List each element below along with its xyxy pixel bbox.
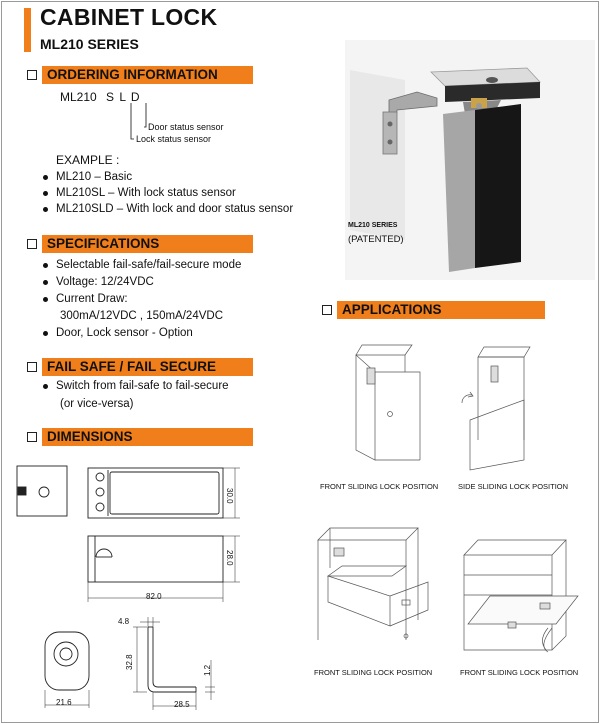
- section-title: SPECIFICATIONS: [42, 235, 253, 253]
- section-title: ORDERING INFORMATION: [42, 66, 253, 84]
- dim-28: 28.0: [225, 550, 234, 566]
- dim-21-6: 21.6: [56, 698, 72, 707]
- option-letters: S L D: [106, 90, 141, 104]
- application-caption: FRONT SLIDING LOCK POSITION: [460, 668, 579, 677]
- spec-item: Selectable fail-safe/fail-secure mode: [42, 259, 241, 271]
- section-title: DIMENSIONS: [42, 428, 253, 446]
- dim-32-8: 32.8: [125, 654, 134, 670]
- failsafe-item-cont: (or vice-versa): [60, 398, 134, 410]
- application-caption: FRONT SLIDING LOCK POSITION: [314, 668, 433, 677]
- model-code: ML210: [60, 90, 97, 104]
- failsafe-item: Switch from fail-safe to fail-secure: [42, 380, 229, 392]
- door-sensor-label: Door status sensor: [148, 122, 224, 132]
- example-item: ML210SL – With lock status sensor: [42, 187, 236, 199]
- series-subtitle: ML210 SERIES: [40, 36, 139, 52]
- example-item: ML210 – Basic: [42, 171, 132, 183]
- example-item: ML210SLD – With lock and door status sensor: [42, 203, 293, 215]
- spec-item: Voltage: 12/24VDC: [42, 276, 154, 288]
- dim-1-2: 1.2: [203, 664, 212, 676]
- example-label: EXAMPLE :: [56, 153, 120, 167]
- section-title: APPLICATIONS: [337, 301, 545, 319]
- product-series-label: ML210 SERIES: [348, 222, 398, 229]
- dim-28-5: 28.5: [174, 700, 190, 709]
- section-title: FAIL SAFE / FAIL SECURE: [42, 358, 253, 376]
- dim-4-8: 4.8: [118, 617, 130, 626]
- spec-item: Current Draw:: [42, 293, 128, 305]
- application-caption: SIDE SLIDING LOCK POSITION: [458, 482, 569, 491]
- spec-current-values: 300mA/12VDC , 150mA/24VDC: [60, 310, 223, 322]
- page-title: CABINET LOCK: [40, 4, 218, 30]
- spec-item: Door, Lock sensor - Option: [42, 327, 193, 339]
- dim-82: 82.0: [146, 592, 162, 601]
- lock-sensor-label: Lock status sensor: [136, 134, 212, 144]
- patented-label: (PATENTED): [348, 234, 404, 245]
- dim-30: 30.0: [225, 488, 234, 504]
- application-caption: FRONT SLIDING LOCK POSITION: [320, 482, 439, 491]
